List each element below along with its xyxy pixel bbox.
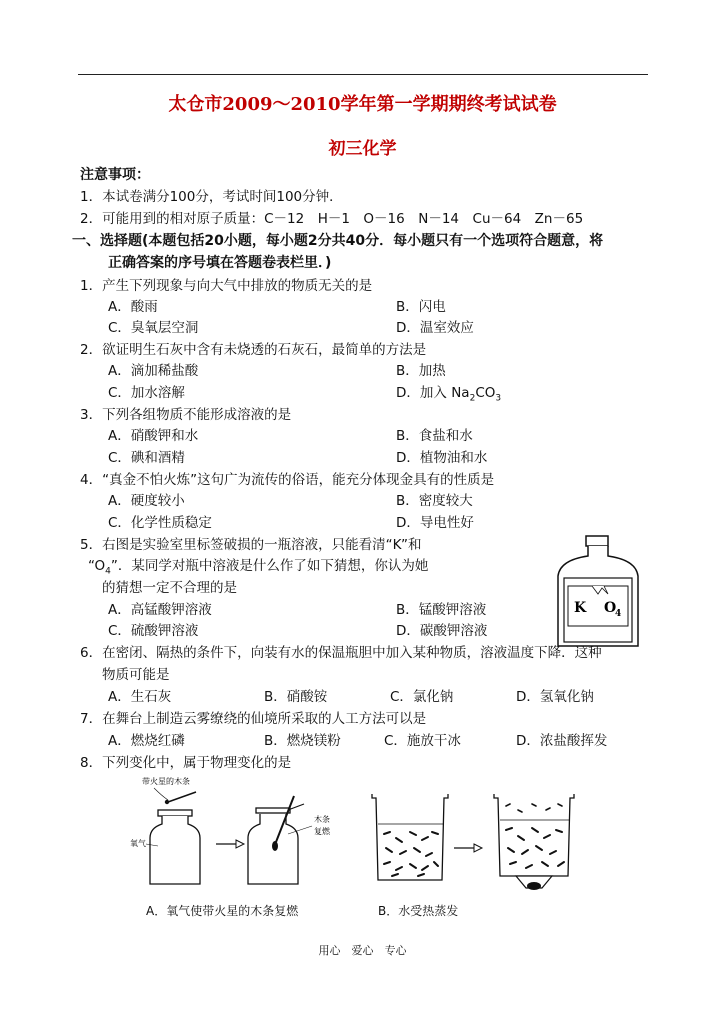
- option-c: C．施放干冰: [384, 733, 461, 749]
- option-c: C．氯化钠: [390, 689, 454, 705]
- option-a: A．硝酸钾和水: [108, 428, 199, 444]
- option-a: A．高锰酸钾溶液: [108, 602, 212, 618]
- bottle-illustration: [552, 534, 644, 650]
- option-b: B．锰酸钾溶液: [396, 602, 487, 618]
- question-stem-cont: 的猜想一定不合理的是: [102, 580, 237, 596]
- question-stem-cont: “$O_4$”．某同学对瓶中溶液是什么作了如下猜想，你认为她: [88, 558, 429, 577]
- question-stem: 4．“真金不怕火炼”这句广为流传的俗语，能充分体现金具有的性质是: [80, 472, 495, 488]
- bottle-label-k: K: [574, 600, 587, 616]
- option-a: A．酸雨: [108, 299, 158, 315]
- question-stem: 1．产生下列现象与向大气中排放的物质无关的是: [80, 278, 373, 294]
- option-c: C．硫酸钾溶液: [108, 623, 199, 639]
- notes-heading: 注意事项：: [80, 167, 150, 183]
- option-b: B．食盐和水: [396, 428, 473, 444]
- page-subtitle: 初三化学: [328, 139, 397, 159]
- option-a: A．滴加稀盐酸: [108, 363, 199, 379]
- figure-caption-b: B．水受热蒸发: [378, 904, 459, 918]
- label-splint: 木条: [314, 815, 330, 824]
- page-footer: 用心 爱心 专心: [318, 944, 407, 957]
- option-b: B．闪电: [396, 299, 446, 315]
- option-d: D．氢氧化钠: [516, 689, 594, 705]
- option-d: D．植物油和水: [396, 450, 488, 466]
- question-stem: 8．下列变化中，属于物理变化的是: [80, 755, 292, 771]
- option-b: B．燃烧镁粉: [264, 733, 341, 749]
- question-stem: 3．下列各组物质不能形成溶液的是: [80, 407, 292, 423]
- option-d: D．加入 $Na_2CO_3$: [396, 385, 502, 404]
- option-b: B．硝酸铵: [264, 689, 328, 705]
- question-stem: 5．右图是实验室里标签破损的一瓶溶液，只能看清“K”和: [80, 537, 422, 553]
- option-d: D．碳酸钾溶液: [396, 623, 488, 639]
- label-oxygen: 氧气: [130, 839, 146, 848]
- bottle-label-o: O: [604, 600, 617, 616]
- label-reignite: 复燃: [314, 827, 330, 836]
- figure-oxygen-jar: [128, 776, 360, 894]
- option-a: A．生石灰: [108, 689, 172, 705]
- figure-water-evaporation: [366, 790, 578, 898]
- page-title: 太仓市2009～2010学年第一学期期终考试试卷: [168, 94, 557, 115]
- option-a: A．燃烧红磷: [108, 733, 185, 749]
- option-b: B．密度较大: [396, 493, 473, 509]
- question-stem-cont: 物质可能是: [102, 667, 170, 683]
- section-heading-cont: 正确答案的序号填在答题卷表栏里．): [108, 255, 332, 271]
- header-rule: [78, 74, 648, 75]
- section-heading: 一、选择题(本题包括20小题，每小题2分共40分．每小题只有一个选项符合题意，将: [72, 233, 604, 249]
- option-d: D．导电性好: [396, 515, 474, 531]
- bottle-label-sub: 4: [615, 609, 622, 619]
- option-d: D．浓盐酸挥发: [516, 733, 608, 749]
- label-glowing-splint: 带火星的木条: [142, 777, 190, 786]
- formula-na2co3: $Na_2CO_3$: [451, 385, 502, 404]
- question-stem: 7．在舞台上制造云雾缭绕的仙境所采取的人工方法可以是: [80, 711, 427, 727]
- option-c: C．加水溶解: [108, 385, 185, 401]
- option-c: C．化学性质稳定: [108, 515, 212, 531]
- question-stem: 6．在密闭、隔热的条件下，向装有水的保温瓶胆中加入某种物质，溶液温度下降．这种: [80, 645, 602, 661]
- option-d: D．温室效应: [396, 320, 474, 336]
- option-c: C．碘和酒精: [108, 450, 185, 466]
- question-stem: 2．欲证明生石灰中含有未烧透的石灰石，最简单的方法是: [80, 342, 427, 358]
- option-c: C．臭氧层空洞: [108, 320, 199, 336]
- note-item: 2．可能用到的相对原子质量：C－12 H－1 O－16 N－14 Cu－64 Zn－65: [80, 211, 584, 227]
- option-a: A．硬度较小: [108, 493, 185, 509]
- figure-caption-a: A．氧气使带火星的木条复燃: [146, 904, 299, 918]
- note-item: 1．本试卷满分100分，考试时间100分钟．: [80, 189, 343, 205]
- option-b: B．加热: [396, 363, 446, 379]
